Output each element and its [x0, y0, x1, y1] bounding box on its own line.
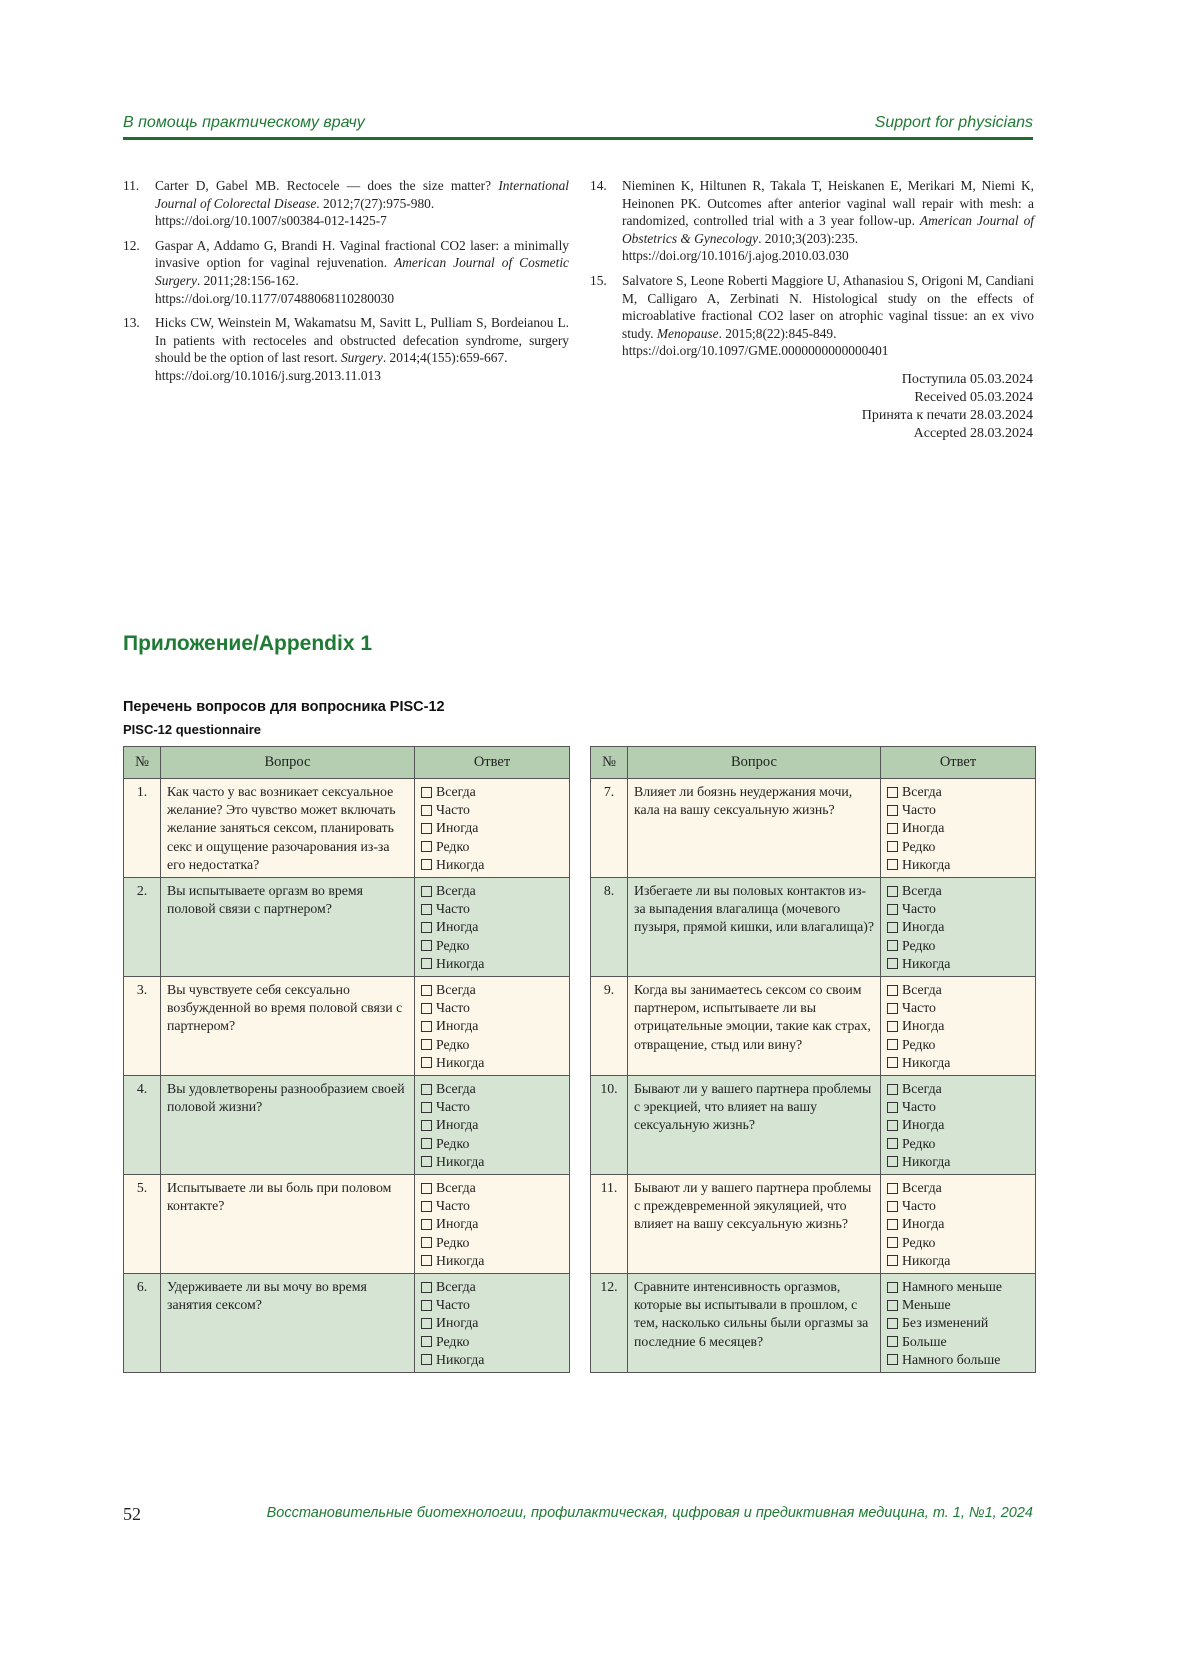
received-dates [862, 371, 1033, 443]
question-number: 6. [124, 1274, 161, 1373]
checkbox-icon[interactable] [421, 1282, 432, 1293]
answer-options [415, 1076, 570, 1175]
question-number: 9. [591, 977, 628, 1076]
checkbox-icon[interactable] [421, 1336, 432, 1347]
checkbox-icon[interactable] [421, 1156, 432, 1167]
answer-option[interactable] [887, 838, 1029, 856]
answer-options [881, 1274, 1036, 1373]
question-text: Когда вы занимаетесь сексом со своим партнером, испытываете ли вы отрицательные эмоции, такие как страх, отвращение, стыд или вину? [628, 977, 881, 1076]
answer-option-label: Никогда [436, 856, 485, 872]
answer-option-label: Часто [436, 1297, 470, 1313]
answer-option-label: Больше [902, 1333, 947, 1349]
checkbox-icon[interactable] [887, 1057, 898, 1068]
checkbox-icon[interactable] [421, 1318, 432, 1329]
answer-option-label: Иногда [436, 820, 479, 836]
answer-option-label: Без изменений [902, 1315, 989, 1331]
answer-option-label: Часто [436, 901, 470, 917]
answer-option[interactable] [887, 1017, 1029, 1035]
checkbox-icon[interactable] [421, 1120, 432, 1131]
answer-option[interactable] [421, 1215, 563, 1233]
table-row [591, 1076, 1036, 1175]
answer-option[interactable] [421, 1252, 563, 1270]
checkbox-icon[interactable] [421, 1039, 432, 1050]
answer-option-label: Редко [436, 1234, 470, 1250]
answer-option-label: Меньше [902, 1297, 951, 1313]
answer-option[interactable] [421, 1054, 563, 1072]
table-row [124, 878, 570, 977]
answer-option[interactable] [421, 1116, 563, 1134]
answer-option[interactable] [421, 981, 563, 999]
checkbox-icon[interactable] [887, 1156, 898, 1167]
checkbox-icon[interactable] [421, 1300, 432, 1311]
answer-option-label: Иногда [902, 1117, 945, 1133]
answer-option[interactable] [887, 999, 1029, 1017]
reference-text [155, 237, 569, 307]
answer-option-label: Часто [902, 901, 936, 917]
questionnaire-table-left [123, 746, 570, 1373]
checkbox-icon[interactable] [421, 1183, 432, 1194]
answer-option[interactable] [421, 999, 563, 1017]
question-text: Удерживаете ли вы мочу во время занятия сексом? [161, 1274, 415, 1373]
answer-option-label: Часто [436, 1198, 470, 1214]
answer-options [881, 779, 1036, 878]
reference-segment: . 2012;7(27):975-980. [316, 195, 435, 211]
answer-option[interactable] [887, 1333, 1029, 1351]
journal-title: Восстановительные биотехнологии, профилактическая, цифровая и предиктивная медицина, т. 1, №1, 2024 [266, 1505, 1033, 1521]
checkbox-icon[interactable] [887, 1318, 898, 1329]
answer-option[interactable] [421, 1017, 563, 1035]
reference-number: 11. [123, 178, 140, 193]
answer-option[interactable] [887, 1098, 1029, 1116]
checkbox-icon[interactable] [421, 958, 432, 969]
accepted-en: Accepted 28.03.2024 [913, 426, 1033, 441]
checkbox-icon[interactable] [421, 1255, 432, 1266]
answer-options [881, 1076, 1036, 1175]
answer-option-label: Всегда [902, 982, 942, 998]
checkbox-icon[interactable] [421, 787, 432, 798]
header-section-en: Support for physicians [874, 114, 1033, 131]
table-header-row [124, 747, 570, 779]
answer-option-label: Редко [902, 937, 936, 953]
table-row [124, 1076, 570, 1175]
answer-option[interactable] [421, 1179, 563, 1197]
answer-option-label: Иногда [902, 820, 945, 836]
answer-option[interactable] [421, 1135, 563, 1153]
answer-option[interactable] [887, 801, 1029, 819]
reference-text [622, 272, 1034, 360]
checkbox-icon[interactable] [887, 841, 898, 852]
answer-option[interactable] [887, 856, 1029, 874]
answer-option-label: Редко [902, 838, 936, 854]
table-row [124, 1274, 570, 1373]
checkbox-icon[interactable] [421, 1021, 432, 1032]
checkbox-icon[interactable] [887, 823, 898, 834]
checkbox-icon[interactable] [887, 1255, 898, 1266]
checkbox-icon[interactable] [887, 904, 898, 915]
reference-text [155, 177, 569, 230]
reference-item [123, 237, 569, 307]
answer-option[interactable] [887, 819, 1029, 837]
reference-number: 12. [123, 237, 140, 253]
answer-option-label: Часто [436, 1000, 470, 1016]
answer-option-label: Никогда [436, 1153, 485, 1169]
question-number: 1. [124, 779, 161, 878]
answer-option[interactable] [421, 1296, 563, 1314]
header-num: № [591, 747, 628, 779]
answer-option[interactable] [887, 1135, 1029, 1153]
checkbox-icon[interactable] [887, 859, 898, 870]
answer-option[interactable] [887, 1054, 1029, 1072]
answer-option[interactable] [421, 1351, 563, 1369]
header-rule [123, 137, 1033, 140]
references-left-column [123, 177, 569, 392]
answer-option[interactable] [887, 955, 1029, 973]
answer-option-label: Часто [436, 1099, 470, 1115]
reference-journal: American Journal of Cosmetic Surgery [155, 255, 569, 288]
reference-segment: Salvatore S, Leone Roberti Maggiore U, Athanasiou S, Origoni M, Candiani M, Calligaro A, Zerbinati N. Histological study on the effects of microablative fractional CO2 laser on atrophic vaginal tissue: an ex vivo study. [622, 272, 1034, 341]
answer-options [415, 1175, 570, 1274]
header-num: № [124, 747, 161, 779]
answer-option-label: Никогда [902, 1252, 951, 1268]
reference-segment: . 2015;8(22):845-849. [718, 325, 837, 341]
reference-item [123, 177, 569, 230]
checkbox-icon[interactable] [421, 841, 432, 852]
answer-option-label: Всегда [436, 1081, 476, 1097]
checkbox-icon[interactable] [421, 1084, 432, 1095]
answer-options [415, 779, 570, 878]
checkbox-icon[interactable] [421, 904, 432, 915]
question-text: Вы испытываете оргазм во время половой связи с партнером? [161, 878, 415, 977]
reference-segment: Nieminen K, Hiltunen R, Takala T, Heiskanen E, Merikari M, Niemi K, Heinonen PK. Outcomes after anterior vaginal wall repair with mesh: a randomized, controlled trial with a 3 year follow-up. [622, 178, 1034, 229]
checkbox-icon[interactable] [421, 1003, 432, 1014]
checkbox-icon[interactable] [421, 805, 432, 816]
answer-option-label: Редко [436, 1036, 470, 1052]
answer-option[interactable] [887, 1314, 1029, 1332]
references-right-column [590, 177, 1034, 367]
answer-option[interactable] [887, 918, 1029, 936]
answer-option-label: Иногда [436, 1117, 479, 1133]
answer-option-label: Иногда [902, 919, 945, 935]
answer-option[interactable] [887, 1080, 1029, 1098]
reference-segment: . 2011;28:156-162. [196, 272, 299, 288]
answer-option[interactable] [421, 819, 563, 837]
answer-options [881, 977, 1036, 1076]
answer-option[interactable] [421, 1036, 563, 1054]
appendix-subtitle-en: PISC-12 questionnaire [123, 722, 261, 737]
question-number: 8. [591, 878, 628, 977]
checkbox-icon[interactable] [887, 886, 898, 897]
reference-segment: Hicks CW, Weinstein M, Wakamatsu M, Savitt L, Pulliam S, Bordeianou L. In patients with rectoceles and obstructed defecation syndrome, surgery should be the option of last resort. [155, 315, 569, 366]
checkbox-icon[interactable] [421, 1138, 432, 1149]
header-question: Вопрос [628, 747, 881, 779]
checkbox-icon[interactable] [887, 1021, 898, 1032]
answer-option-label: Часто [902, 802, 936, 818]
answer-option-label: Никогда [902, 1054, 951, 1070]
checkbox-icon[interactable] [887, 958, 898, 969]
header-answer: Ответ [415, 747, 570, 779]
reference-journal: Surgery [340, 350, 383, 366]
answer-option-label: Всегда [436, 784, 476, 799]
checkbox-icon[interactable] [421, 886, 432, 897]
answer-option-label: Редко [902, 1036, 936, 1052]
answer-option[interactable] [887, 1351, 1029, 1369]
question-number: 3. [124, 977, 161, 1076]
answer-option-label: Иногда [902, 1018, 945, 1034]
question-number: 11. [591, 1175, 628, 1274]
answer-option-label: Часто [436, 802, 470, 818]
reference-doi-link[interactable]: https://doi.org/10.1177/07488068110280030 [155, 290, 395, 306]
checkbox-icon[interactable] [887, 787, 898, 798]
checkbox-icon[interactable] [421, 1219, 432, 1230]
checkbox-icon[interactable] [421, 922, 432, 933]
answer-options [415, 1274, 570, 1373]
checkbox-icon[interactable] [887, 1138, 898, 1149]
answer-option-label: Редко [436, 1135, 470, 1151]
answer-option[interactable] [887, 1252, 1029, 1270]
checkbox-icon[interactable] [887, 1300, 898, 1311]
question-text: Бывают ли у вашего партнера проблемы с эрекцией, что влияет на вашу сексуальную жизнь? [628, 1076, 881, 1175]
checkbox-icon[interactable] [887, 1354, 898, 1365]
table-row [591, 1175, 1036, 1274]
answer-option-label: Редко [902, 1135, 936, 1151]
reference-number: 15. [590, 272, 607, 288]
answer-option-label: Никогда [902, 955, 951, 971]
answer-option[interactable] [887, 1234, 1029, 1252]
answer-option-label: Редко [436, 838, 470, 854]
table-row [591, 1274, 1036, 1373]
answer-option[interactable] [421, 1197, 563, 1215]
answer-option-label: Часто [902, 1099, 936, 1115]
reference-doi-link[interactable]: https://doi.org/10.1016/j.surg.2013.11.013 [155, 367, 381, 383]
question-number: 7. [591, 779, 628, 878]
reference-segment: Gaspar A, Addamo G, Brandi H. Vaginal fractional CO2 laser: a minimally invasive option for vaginal rejuvenation. [155, 237, 569, 271]
question-text: Вы чувствуете себя сексуально возбужденной во время половой связи с партнером? [161, 977, 415, 1076]
running-header [123, 112, 1033, 140]
answer-option-label: Иногда [436, 1315, 479, 1331]
checkbox-icon[interactable] [421, 985, 432, 996]
page-number: 52 [123, 1504, 141, 1524]
checkbox-icon[interactable] [421, 859, 432, 870]
checkbox-icon[interactable] [421, 823, 432, 834]
answer-option[interactable] [887, 1036, 1029, 1054]
reference-segment: . 2014;4(155):659-667. [382, 350, 508, 366]
answer-option-label: Никогда [902, 1153, 951, 1169]
answer-option-label: Никогда [436, 1054, 485, 1070]
answer-option-label: Всегда [902, 1081, 942, 1097]
table-row [124, 779, 570, 878]
answer-option[interactable] [421, 937, 563, 955]
answer-option-label: Часто [902, 1198, 936, 1214]
reference-doi-link[interactable]: https://doi.org/10.1016/j.ajog.2010.03.030 [622, 248, 849, 264]
reference-text [155, 314, 569, 384]
header-question: Вопрос [161, 747, 415, 779]
answer-option[interactable] [887, 1296, 1029, 1314]
checkbox-icon[interactable] [421, 1237, 432, 1248]
answer-option-label: Никогда [436, 955, 485, 971]
answer-option[interactable] [887, 1215, 1029, 1233]
answer-option[interactable] [421, 838, 563, 856]
answer-option[interactable] [421, 918, 563, 936]
question-number: 12. [591, 1274, 628, 1373]
answer-option-label: Никогда [902, 856, 951, 872]
answer-option[interactable] [421, 1080, 563, 1098]
checkbox-icon[interactable] [421, 1057, 432, 1068]
answer-option[interactable] [421, 801, 563, 819]
checkbox-icon[interactable] [887, 1336, 898, 1347]
answer-option-label: Никогда [436, 1252, 485, 1268]
answer-option-label: Редко [436, 937, 470, 953]
received-en: Received 05.03.2024 [914, 390, 1033, 405]
checkbox-icon[interactable] [887, 1219, 898, 1230]
answer-options [881, 878, 1036, 977]
answer-option[interactable] [887, 900, 1029, 918]
answer-options [415, 878, 570, 977]
question-number: 2. [124, 878, 161, 977]
reference-item [590, 272, 1034, 360]
answer-option[interactable] [421, 1234, 563, 1252]
answer-option[interactable] [421, 1314, 563, 1332]
answer-option-label: Иногда [436, 919, 479, 935]
reference-number: 14. [590, 178, 607, 193]
answer-option-label: Всегда [436, 982, 476, 998]
checkbox-icon[interactable] [887, 805, 898, 816]
answer-option-label: Намного больше [902, 1351, 1001, 1367]
reference-segment: Carter D, Gabel MB. Rectocele — does the size matter? [155, 178, 499, 193]
answer-option-label: Редко [436, 1333, 470, 1349]
checkbox-icon[interactable] [887, 1039, 898, 1050]
answer-option-label: Всегда [902, 1180, 942, 1196]
answer-option-label: Намного меньше [902, 1279, 1003, 1295]
question-text: Влияет ли боязнь неудержания мочи, кала на вашу сексуальную жизнь? [628, 779, 881, 878]
answer-option-label: Часто [902, 1000, 936, 1016]
question-text: Вы удовлетворены разнообразием своей половой жизни? [161, 1076, 415, 1175]
question-text: Избегаете ли вы половых контактов из-за выпадения влагалища (мочевого пузыря, прямой кишки, или влагалища)? [628, 878, 881, 977]
received-ru: Поступила 05.03.2024 [901, 372, 1033, 387]
answer-option[interactable] [887, 1116, 1029, 1134]
question-number: 5. [124, 1175, 161, 1274]
reference-number: 13. [123, 315, 140, 331]
reference-journal: Menopause [656, 325, 719, 341]
question-text: Как часто у вас возникает сексуальное желание? Это чувство может включать желание заняться сексом, планировать секс и ощущение разочарования из-за его недостатка? [161, 779, 415, 878]
answer-option[interactable] [421, 1153, 563, 1171]
answer-option-label: Редко [902, 1234, 936, 1250]
checkbox-icon[interactable] [887, 1282, 898, 1293]
question-text: Бывают ли у вашего партнера проблемы с преждевременной эякуляцией, что влияет на вашу сексуальную жизнь? [628, 1175, 881, 1274]
table-row [591, 977, 1036, 1076]
question-text: Сравните интенсивность оргазмов, которые вы испытывали в прошлом, с тем, насколько сильны были оргазмы за последние 6 месяцев? [628, 1274, 881, 1373]
answer-option[interactable] [421, 783, 563, 801]
answer-option[interactable] [421, 900, 563, 918]
question-text: Испытываете ли вы боль при половом контакте? [161, 1175, 415, 1274]
question-number: 4. [124, 1076, 161, 1175]
answer-option[interactable] [887, 1179, 1029, 1197]
reference-doi-link[interactable]: https://doi.org/10.1097/GME.0000000000000401 [622, 343, 889, 359]
checkbox-icon[interactable] [421, 1354, 432, 1365]
checkbox-icon[interactable] [887, 1084, 898, 1095]
answer-option[interactable] [887, 937, 1029, 955]
checkbox-icon[interactable] [421, 1102, 432, 1113]
reference-segment: . 2010;3(203):235. [758, 230, 859, 246]
answer-option[interactable] [421, 1098, 563, 1116]
answer-option-label: Всегда [436, 883, 476, 899]
reference-journal: American Journal of Obstetrics & Gynecology [622, 213, 1034, 246]
answer-option-label: Иногда [436, 1018, 479, 1034]
reference-doi-link[interactable]: https://doi.org/10.1007/s00384-012-1425-7 [155, 213, 387, 229]
answer-option[interactable] [887, 1197, 1029, 1215]
answer-options [881, 1175, 1036, 1274]
reference-item [123, 314, 569, 384]
checkbox-icon[interactable] [421, 1201, 432, 1212]
checkbox-icon[interactable] [887, 922, 898, 933]
answer-option-label: Всегда [436, 1180, 476, 1196]
answer-option[interactable] [421, 856, 563, 874]
reference-item [590, 177, 1034, 265]
question-number: 10. [591, 1076, 628, 1175]
reference-journal: International Journal of Colorectal Disease [155, 178, 569, 211]
answer-option-label: Иногда [902, 1216, 945, 1232]
checkbox-icon[interactable] [887, 940, 898, 951]
answer-option-label: Иногда [436, 1216, 479, 1232]
reference-text [622, 177, 1034, 265]
table-row [124, 1175, 570, 1274]
accepted-ru: Принята к печати 28.03.2024 [861, 408, 1033, 423]
answer-option-label: Всегда [436, 1279, 476, 1295]
answer-option[interactable] [887, 1278, 1029, 1296]
checkbox-icon[interactable] [887, 1183, 898, 1194]
answer-option-label: Никогда [436, 1351, 485, 1367]
answer-option[interactable] [421, 955, 563, 973]
answer-option-label: Всегда [902, 883, 942, 899]
answer-options [415, 977, 570, 1076]
answer-option[interactable] [887, 1153, 1029, 1171]
appendix-title: Приложение/Appendix 1 [123, 632, 373, 655]
checkbox-icon[interactable] [887, 1201, 898, 1212]
checkbox-icon[interactable] [887, 1102, 898, 1113]
checkbox-icon[interactable] [887, 1237, 898, 1248]
header-answer: Ответ [881, 747, 1036, 779]
checkbox-icon[interactable] [887, 985, 898, 996]
checkbox-icon[interactable] [421, 940, 432, 951]
answer-option[interactable] [887, 783, 1029, 801]
table-row [591, 779, 1036, 878]
answer-option[interactable] [887, 882, 1029, 900]
checkbox-icon[interactable] [887, 1003, 898, 1014]
answer-option[interactable] [421, 1333, 563, 1351]
table-row [591, 878, 1036, 977]
table-row [124, 977, 570, 1076]
table-header-row [591, 747, 1036, 779]
appendix-subtitle-ru: Перечень вопросов для вопросника PISC-12 [123, 699, 445, 715]
answer-option[interactable] [421, 882, 563, 900]
answer-option[interactable] [421, 1278, 563, 1296]
answer-option[interactable] [887, 981, 1029, 999]
answer-option-label: Всегда [902, 784, 942, 799]
questionnaire-table-right [590, 746, 1036, 1373]
checkbox-icon[interactable] [887, 1120, 898, 1131]
header-section-ru: В помощь практическому врачу [123, 114, 365, 131]
